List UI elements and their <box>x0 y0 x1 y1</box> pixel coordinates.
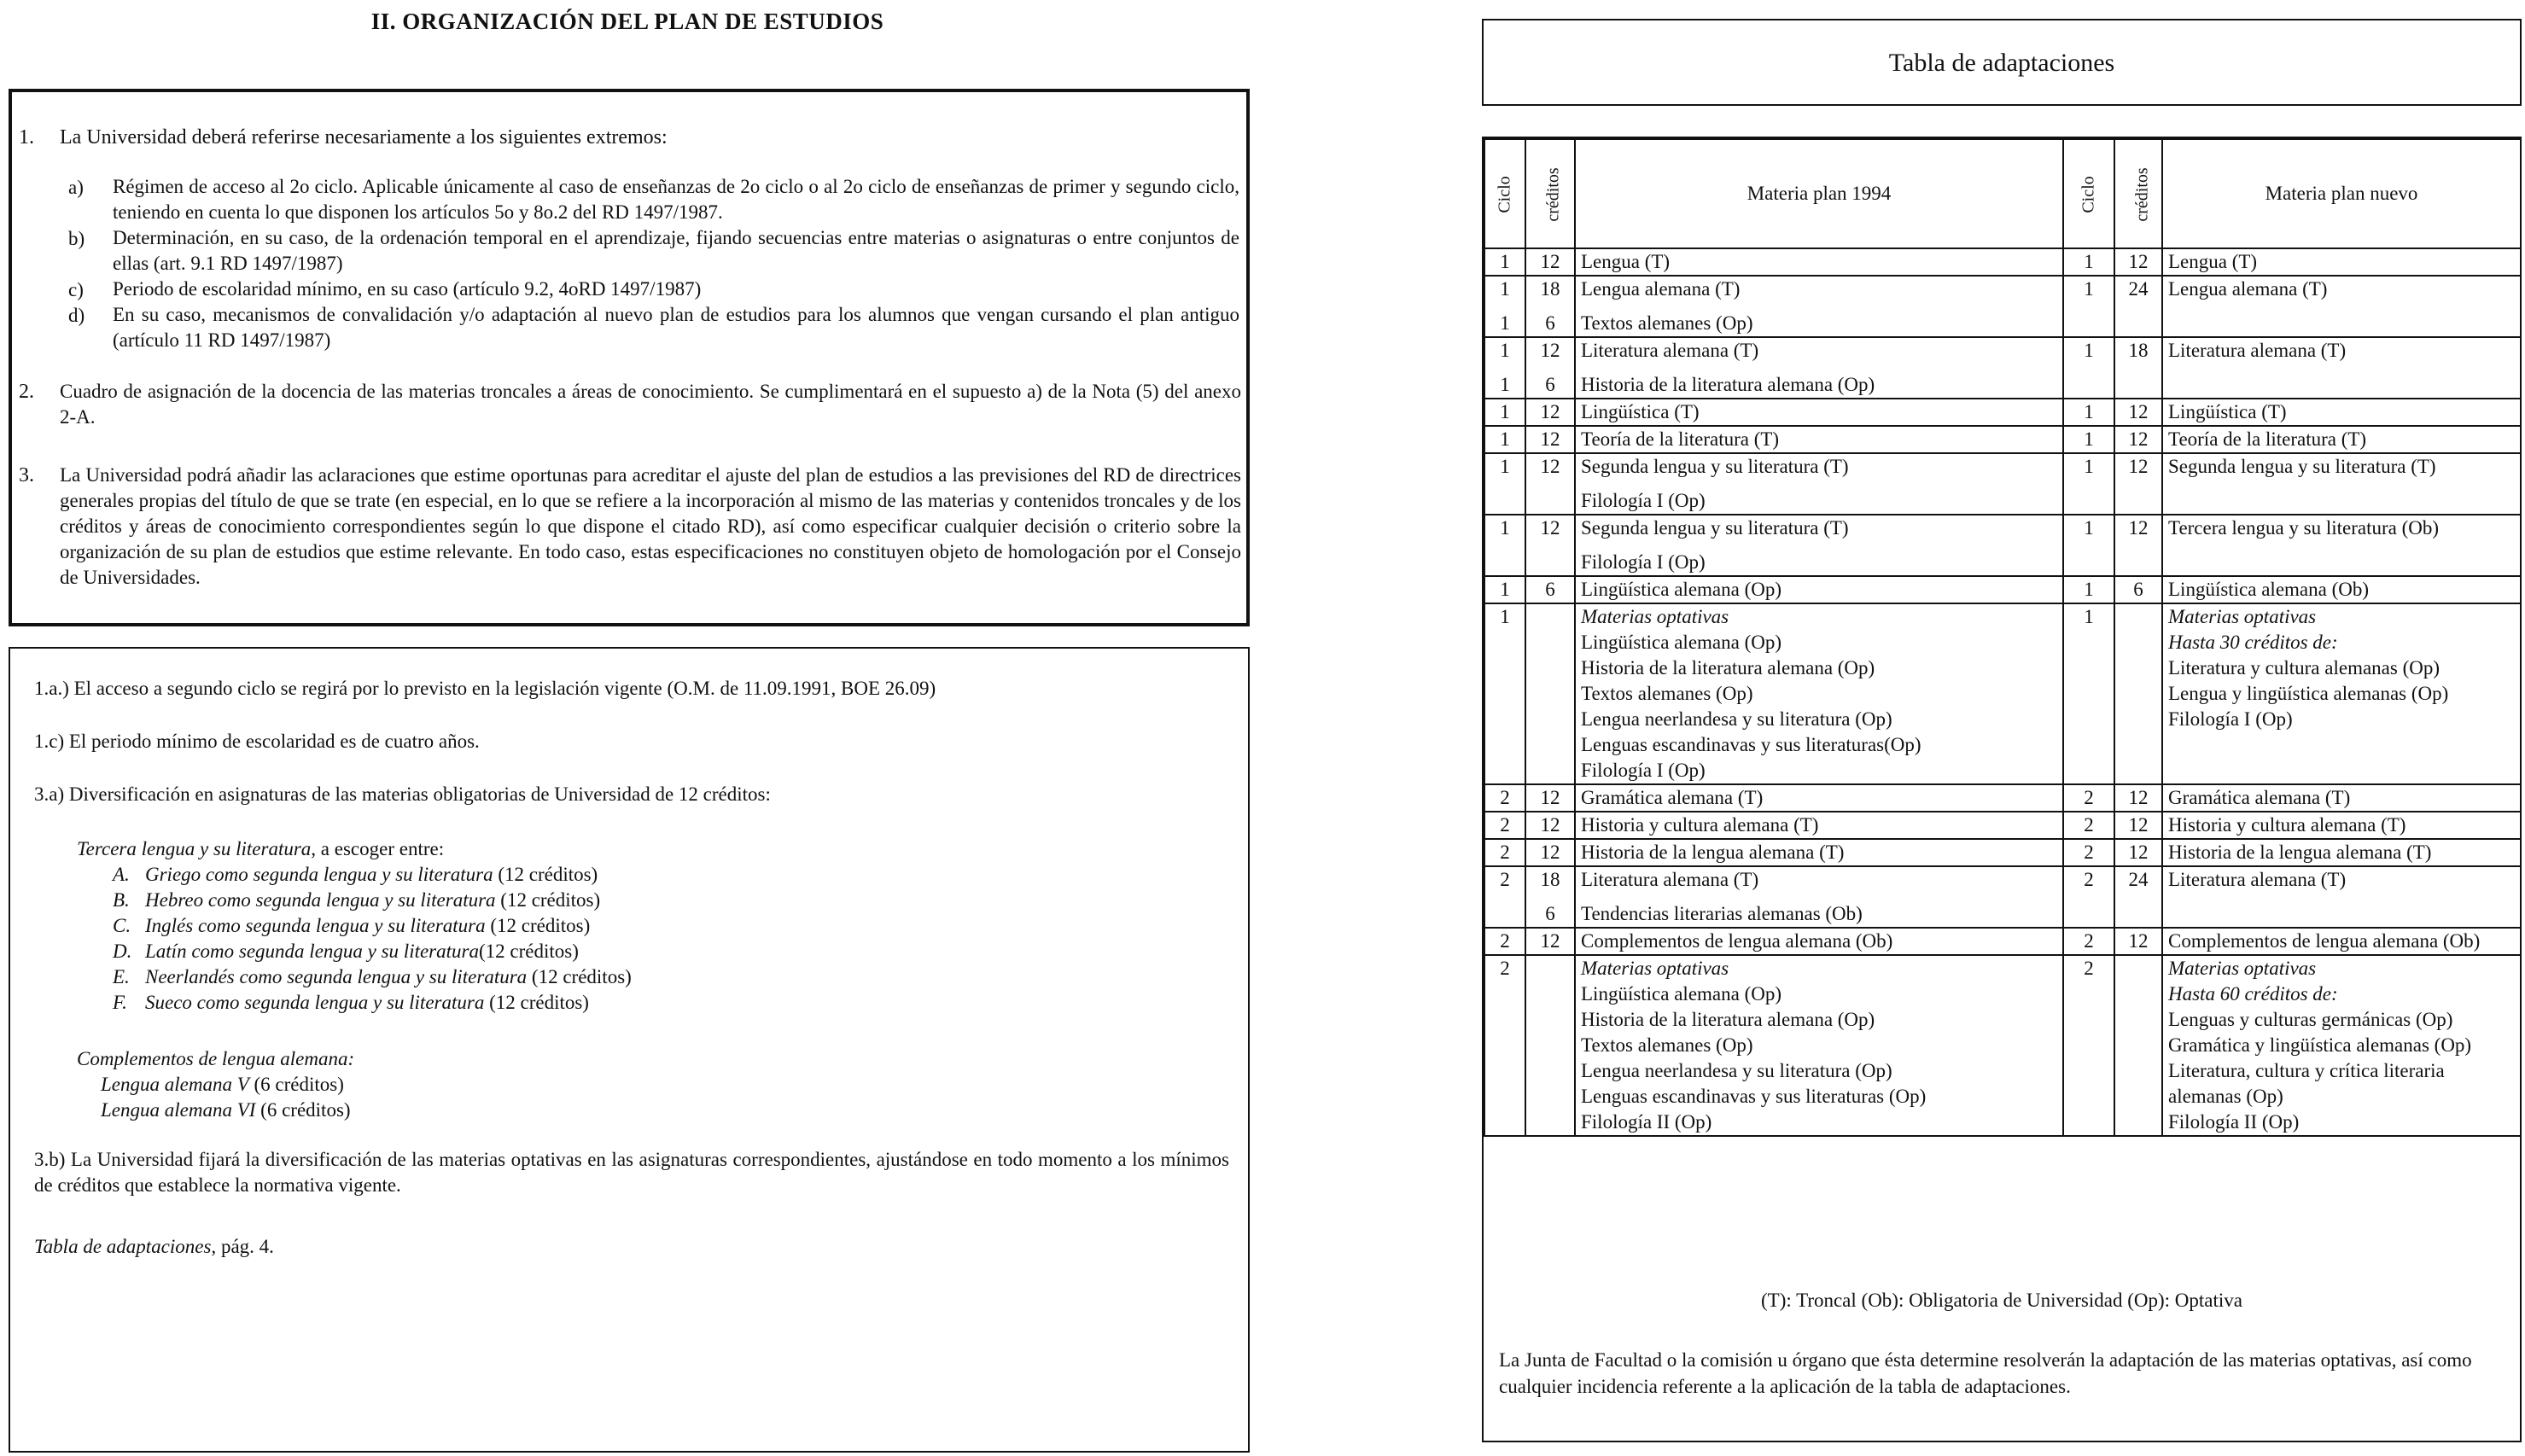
cell-ciclo-new: 2 <box>2063 928 2114 955</box>
option-item: E. Neerlandés como segunda lengua y su literatura (12 créditos) <box>113 966 632 987</box>
notes-box <box>9 647 1250 1453</box>
cell-ciclo-new: 1 <box>2063 426 2114 453</box>
cell-ciclo-new: 1 <box>2063 603 2114 784</box>
table-title: Tabla de adaptaciones <box>1888 49 2115 77</box>
option-item: F. Sueco como segunda lengua y su literatura (12 créditos) <box>113 992 589 1013</box>
cell-ciclo-new: 1 <box>2063 276 2114 337</box>
table-legend: (T): Troncal (Ob): Obligatoria de Universidad (Op): Optativa <box>1760 1290 2242 1311</box>
cell-creditos-new: 24 <box>2114 866 2162 928</box>
cell-subject-new: Literatura alemana (T) <box>2162 866 2521 928</box>
cell-ciclo-new: 2 <box>2063 866 2114 928</box>
cell-ciclo-new: 1 <box>2063 248 2114 276</box>
item-1-text: La Universidad deberá referirse necesariamente a los siguientes extremos: <box>60 126 668 149</box>
cell-subject-new: Historia de la lengua alemana (T) <box>2162 839 2521 866</box>
header-new-subject: Materia plan nuevo <box>2162 139 2521 248</box>
item-number: 3. <box>19 464 34 486</box>
sub-item-b: Determinación, en su caso, de la ordenación temporal en el aprendizaje, fijando secuencias entre materias o asignaturas o entre conjuntos de ellas (art. 9.1 RD 1497/1987) <box>113 227 1239 274</box>
table-row <box>1484 248 2521 276</box>
cell-ciclo-old: 1 <box>1484 399 1525 426</box>
sub-label: d) <box>68 305 85 326</box>
note-access: 1.a.) El acceso a segundo ciclo se regirá por lo previsto en la legislación vigente (O.M. de 11.09.1991, BOE 26.09) <box>34 678 936 699</box>
cell-subject-old: Segunda lengua y su literatura (T) Filología I (Op) <box>1575 515 2063 576</box>
cell-ciclo-old: 1 <box>1484 515 1525 576</box>
cell-subject-new: Lengua (T) <box>2162 248 2521 276</box>
table-row <box>1484 928 2521 955</box>
cell-subject-old: Materias optativas Lingüística alemana (Op) Historia de la literatura alemana (Op) Textos alemanes (Op) Lengua neerlandesa y su literatura (Op) Lenguas escandinavas y sus literaturas(Op) Filología I (Op) <box>1575 603 2063 784</box>
cell-ciclo-old: 2 <box>1484 839 1525 866</box>
note-diversification: 3.a) Diversificación en asignaturas de las materias obligatorias de Universidad de 12 créditos: <box>34 783 771 805</box>
cell-subject-new: Historia y cultura alemana (T) <box>2162 812 2521 839</box>
cell-creditos-old <box>1525 955 1575 1136</box>
cell-ciclo-new: 1 <box>2063 515 2114 576</box>
cell-subject-new: Literatura alemana (T) <box>2162 337 2521 399</box>
cell-subject-new: Lingüística alemana (Ob) <box>2162 576 2521 603</box>
complementos-list <box>101 1072 351 1123</box>
instructions-box <box>9 89 1250 626</box>
cell-subject-old: Lingüística (T) <box>1575 399 2063 426</box>
header-old-subject: Materia plan 1994 <box>1575 139 2063 248</box>
item-2-text: Cuadro de asignación de la docencia de las materias troncales a áreas de conocimiento. Se cumplimentará en el supuesto a) de la Nota (5) del anexo 2-A. <box>60 381 1241 428</box>
table-footnote: La Junta de Facultad o la comisión u órgano que ésta determine resolverán la adaptación de las materias optativas, así como cualquier incidencia referente a la aplicación de la tabla de adaptaciones. <box>1499 1349 2472 1397</box>
table-title-box <box>1482 19 2522 106</box>
cell-ciclo-old: 1 <box>1484 426 1525 453</box>
note-optativas: 3.b) La Universidad fijará la diversificación de las materias optativas en las asignaturas correspondientes, ajustándose en todo momento a los mínimos de créditos que establece la normativa vigente. <box>34 1149 1229 1196</box>
cell-creditos-old: 12 6 <box>1525 337 1575 399</box>
cell-creditos-new: 12 <box>2114 839 2162 866</box>
table-row <box>1484 276 2521 337</box>
sub-label: a) <box>68 177 84 198</box>
cell-creditos-old: 12 <box>1525 426 1575 453</box>
option-item: A. Griego como segunda lengua y su literatura (12 créditos) <box>113 864 598 885</box>
cell-creditos-old: 6 <box>1525 576 1575 603</box>
cell-ciclo-old: 2 <box>1484 955 1525 1136</box>
complemento-item: Lengua alemana VI (6 créditos) <box>101 1099 351 1121</box>
cell-ciclo-old: 1 <box>1484 248 1525 276</box>
table-row <box>1484 576 2521 603</box>
note-period: 1.c) El periodo mínimo de escolaridad es de cuatro años. <box>34 731 480 752</box>
cell-ciclo-old: 2 <box>1484 928 1525 955</box>
item-3-text: La Universidad podrá añadir las aclaraciones que estime oportunas para acreditar el ajuste del plan de estudios a las previsiones del RD de directrices generales propias del título de que se trate (en especial, en lo que se refiere a la incorporación al mismo de las materias y contenidos troncales y de los créditos y áreas de conocimiento correspondientes según lo que dispone el citado RD), así como especificar cualquier decisión o criterio sobre la organización de su plan de estudios que estime relevante. En todo caso, estas especificaciones no constituyen objeto de homologación por el Consejo de Universidades. <box>60 464 1241 588</box>
cell-creditos-new: 24 <box>2114 276 2162 337</box>
adaptation-table-frame <box>1482 137 2522 1442</box>
header-creditos: créditos <box>1525 139 1575 248</box>
table-row <box>1484 784 2521 812</box>
cell-creditos-old: 18 6 <box>1525 276 1575 337</box>
cell-ciclo-new: 2 <box>2063 812 2114 839</box>
table-row <box>1484 955 2521 1136</box>
cell-creditos-new: 18 <box>2114 337 2162 399</box>
sub-item-d: En su caso, mecanismos de convalidación y/o adaptación al nuevo plan de estudios para los alumnos que vengan cursando el plan antiguo (artículo 11 RD 1497/1987) <box>113 304 1239 351</box>
cell-subject-new: Materias optativas Hasta 60 créditos de: Lenguas y culturas germánicas (Op) Gramática y lingüística alemanas (Op) Literatura, cultura y crítica literaria alemanas (Op) Filología II (Op) <box>2162 955 2521 1136</box>
cell-ciclo-old: 1 <box>1484 453 1525 515</box>
complementos-heading: Complementos de lengua alemana: <box>77 1048 355 1069</box>
header-ciclo-new: Ciclo <box>2063 139 2114 248</box>
cell-subject-new: Teoría de la literatura (T) <box>2162 426 2521 453</box>
header-ciclo: Ciclo <box>1484 139 1525 248</box>
option-item: D. Latín como segunda lengua y su literatura(12 créditos) <box>113 941 579 962</box>
cell-creditos-new: 12 <box>2114 784 2162 812</box>
cell-subject-old: Historia de la lengua alemana (T) <box>1575 839 2063 866</box>
cell-subject-old: Lengua (T) <box>1575 248 2063 276</box>
page-title: II. ORGANIZACIÓN DEL PLAN DE ESTUDIOS <box>370 9 884 34</box>
cell-ciclo-new: 2 <box>2063 955 2114 1136</box>
sub-item-a: Régimen de acceso al 2o ciclo. Aplicable únicamente al caso de enseñanzas de 2o ciclo o al 2o ciclo de enseñanzas de primer y segundo ciclo, teniendo en cuenta lo que disponen los artículos 5o y 8o.2 del RD 1497/1987. <box>113 176 1239 223</box>
tercera-lengua-heading: Tercera lengua y su literatura, a escoger entre: <box>77 838 445 859</box>
cell-creditos-new: 12 <box>2114 426 2162 453</box>
cell-subject-old: Historia y cultura alemana (T) <box>1575 812 2063 839</box>
cell-ciclo-old: 2 <box>1484 812 1525 839</box>
cell-creditos-old: 12 <box>1525 928 1575 955</box>
cell-creditos-old: 12 <box>1525 399 1575 426</box>
cell-creditos-new: 12 <box>2114 812 2162 839</box>
cell-ciclo-new: 1 <box>2063 399 2114 426</box>
sub-label: b) <box>68 228 85 249</box>
cell-subject-new: Tercera lengua y su literatura (Ob) <box>2162 515 2521 576</box>
cell-creditos-new: 12 <box>2114 928 2162 955</box>
cell-ciclo-new: 1 <box>2063 576 2114 603</box>
cell-subject-old: Lingüística alemana (Op) <box>1575 576 2063 603</box>
cell-subject-old: Segunda lengua y su literatura (T) Filología I (Op) <box>1575 453 2063 515</box>
cell-creditos-old: 12 <box>1525 515 1575 576</box>
table-header-row <box>1484 139 2521 248</box>
cell-ciclo-new: 2 <box>2063 784 2114 812</box>
table-row <box>1484 337 2521 399</box>
cell-creditos-new <box>2114 603 2162 784</box>
cell-creditos-new: 12 <box>2114 515 2162 576</box>
cell-subject-old: Literatura alemana (T) Historia de la literatura alemana (Op) <box>1575 337 2063 399</box>
cell-subject-new: Gramática alemana (T) <box>2162 784 2521 812</box>
cell-subject-new: Segunda lengua y su literatura (T) <box>2162 453 2521 515</box>
cell-creditos-old: 12 <box>1525 248 1575 276</box>
cell-ciclo-new: 1 <box>2063 337 2114 399</box>
adaptation-table <box>1484 138 2522 1137</box>
item-number: 1. <box>19 126 34 149</box>
cell-subject-old: Complementos de lengua alemana (Ob) <box>1575 928 2063 955</box>
cell-ciclo-new: 2 <box>2063 839 2114 866</box>
table-reference: Tabla de adaptaciones, pág. 4. <box>34 1236 274 1257</box>
table-row <box>1484 453 2521 515</box>
table-row <box>1484 515 2521 576</box>
cell-ciclo-old: 1 <box>1484 603 1525 784</box>
option-list <box>113 862 632 1016</box>
cell-subject-old: Lengua alemana (T) Textos alemanes (Op) <box>1575 276 2063 337</box>
cell-creditos-old: 12 <box>1525 453 1575 515</box>
cell-ciclo-new: 1 <box>2063 453 2114 515</box>
cell-subject-old: Gramática alemana (T) <box>1575 784 2063 812</box>
table-row <box>1484 426 2521 453</box>
cell-ciclo-old: 1 1 <box>1484 276 1525 337</box>
cell-creditos-new <box>2114 955 2162 1136</box>
cell-creditos-new: 6 <box>2114 576 2162 603</box>
table-row <box>1484 812 2521 839</box>
option-item: B. Hebreo como segunda lengua y su literatura (12 créditos) <box>113 889 601 911</box>
cell-creditos-new: 12 <box>2114 399 2162 426</box>
complemento-item: Lengua alemana V (6 créditos) <box>101 1074 344 1095</box>
cell-ciclo-old: 2 <box>1484 866 1525 928</box>
item-number: 2. <box>19 381 34 403</box>
table-row <box>1484 866 2521 928</box>
header-creditos-new: créditos <box>2114 139 2162 248</box>
table-row <box>1484 603 2521 784</box>
cell-creditos-old: 12 <box>1525 812 1575 839</box>
cell-subject-new: Lingüística (T) <box>2162 399 2521 426</box>
cell-creditos-old: 12 <box>1525 784 1575 812</box>
cell-ciclo-old: 1 1 <box>1484 337 1525 399</box>
sub-item-c: Periodo de escolaridad mínimo, en su caso (artículo 9.2, 4oRD 1497/1987) <box>113 278 702 300</box>
cell-creditos-old: 12 <box>1525 839 1575 866</box>
cell-ciclo-old: 2 <box>1484 784 1525 812</box>
cell-subject-old: Teoría de la literatura (T) <box>1575 426 2063 453</box>
cell-creditos-new: 12 <box>2114 453 2162 515</box>
option-item: C. Inglés como segunda lengua y su literatura (12 créditos) <box>113 915 591 936</box>
table-row <box>1484 839 2521 866</box>
cell-subject-new: Materias optativas Hasta 30 créditos de: Literatura y cultura alemanas (Op) Lengua y lingüística alemanas (Op) Filología I (Op) <box>2162 603 2521 784</box>
table-row <box>1484 399 2521 426</box>
cell-ciclo-old: 1 <box>1484 576 1525 603</box>
cell-subject-old: Literatura alemana (T) Tendencias literarias alemanas (Ob) <box>1575 866 2063 928</box>
cell-creditos-old <box>1525 603 1575 784</box>
cell-subject-new: Lengua alemana (T) <box>2162 276 2521 337</box>
cell-subject-new: Complementos de lengua alemana (Ob) <box>2162 928 2521 955</box>
cell-subject-old: Materias optativas Lingüística alemana (Op) Historia de la literatura alemana (Op) Textos alemanes (Op) Lengua neerlandesa y su literatura (Op) Lenguas escandinavas y sus literaturas (Op) Filología II (Op) <box>1575 955 2063 1136</box>
cell-creditos-new: 12 <box>2114 248 2162 276</box>
cell-creditos-old: 18 6 <box>1525 866 1575 928</box>
sub-label: c) <box>68 279 84 300</box>
